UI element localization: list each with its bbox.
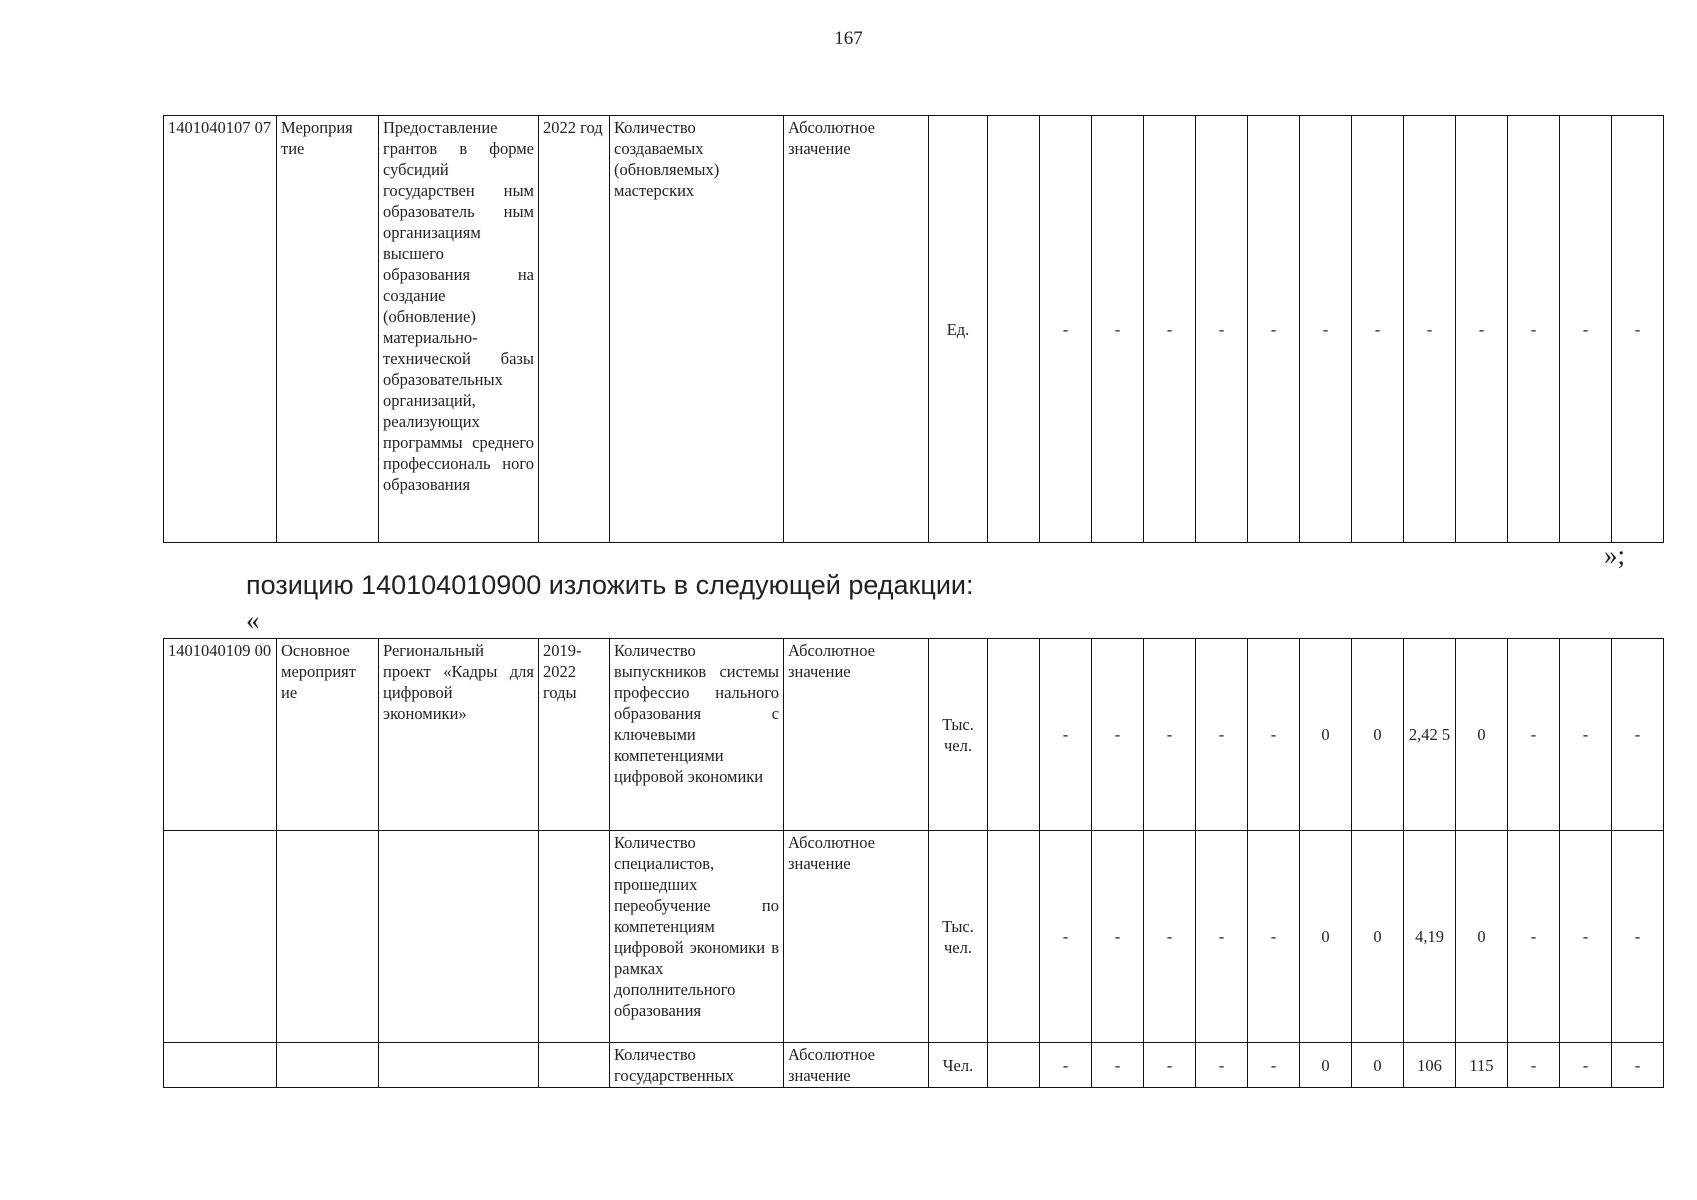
value-cell: -: [1560, 116, 1612, 543]
measure-type-cell: Абсолютное значение: [784, 639, 929, 831]
type-cell: Мероприя тие: [277, 116, 379, 543]
unit-cell: Чел.: [929, 1043, 988, 1088]
value-cell: -: [1092, 116, 1144, 543]
value-cell: 0: [1456, 639, 1508, 831]
code-cell: 1401040109 00: [164, 639, 277, 831]
empty-cell: [379, 831, 539, 1043]
value-cell: -: [1612, 831, 1664, 1043]
value-cell: -: [1040, 1043, 1092, 1088]
value-cell: -: [1196, 116, 1248, 543]
value-cell: 0: [1352, 1043, 1404, 1088]
period-cell: 2022 год: [539, 116, 610, 543]
value-cell: -: [1560, 639, 1612, 831]
value-cell: -: [1196, 639, 1248, 831]
period-cell: 2019-2022 годы: [539, 639, 610, 831]
value-cell: -: [1248, 639, 1300, 831]
table-position-140104010900: [163, 638, 1664, 1088]
value-cell: -: [1144, 1043, 1196, 1088]
value-cell: -: [1560, 1043, 1612, 1088]
value-cell: [988, 639, 1040, 831]
value-cell: 0: [1456, 831, 1508, 1043]
empty-cell: [539, 831, 610, 1043]
empty-cell: [164, 831, 277, 1043]
value-cell: -: [1352, 116, 1404, 543]
table-row: [164, 639, 1664, 831]
instruction-text: позицию 140104010900 изложить в следующей редакции:: [246, 570, 974, 600]
unit-cell: Тыс. чел.: [929, 831, 988, 1043]
value-cell: 0: [1300, 831, 1352, 1043]
value-cell: -: [1144, 116, 1196, 543]
value-cell: -: [1144, 639, 1196, 831]
value-cell: -: [1092, 639, 1144, 831]
type-cell: Основное мероприят ие: [277, 639, 379, 831]
value-cell: -: [1508, 1043, 1560, 1088]
value-cell: -: [1248, 116, 1300, 543]
value-cell: 0: [1352, 831, 1404, 1043]
indicator-cell: Количество государственных: [610, 1043, 784, 1088]
value-cell: 2,42 5: [1404, 639, 1456, 831]
empty-cell: [277, 1043, 379, 1088]
value-cell: -: [1612, 1043, 1664, 1088]
empty-cell: [379, 1043, 539, 1088]
value-cell: -: [1508, 831, 1560, 1043]
value-cell: -: [1508, 116, 1560, 543]
name-cell: Региональный проект «Кадры для цифровой экономики»: [379, 639, 539, 831]
value-cell: 0: [1352, 639, 1404, 831]
indicator-cell: Количество выпускников системы профессио нального образования с ключевыми компетенциями цифровой экономики: [610, 639, 784, 831]
empty-cell: [164, 1043, 277, 1088]
value-cell: -: [1144, 831, 1196, 1043]
value-cell: -: [1196, 831, 1248, 1043]
table-row: [164, 116, 1664, 543]
unit-cell: Ед.: [929, 116, 988, 543]
closing-quote: »;: [1604, 540, 1626, 570]
opening-quote: «: [246, 605, 260, 635]
table-row: [164, 831, 1664, 1043]
value-cell: -: [1092, 1043, 1144, 1088]
value-cell: -: [1248, 1043, 1300, 1088]
value-cell: -: [1092, 831, 1144, 1043]
unit-cell: Тыс. чел.: [929, 639, 988, 831]
value-cell: -: [1612, 639, 1664, 831]
indicator-cell: Количество специалистов, прошедших переобучение по компетенциям цифровой экономики в рамках дополнительного образования: [610, 831, 784, 1043]
value-cell: -: [1248, 831, 1300, 1043]
indicator-cell: Количество создаваемых (обновляемых) мастерских: [610, 116, 784, 543]
empty-cell: [277, 831, 379, 1043]
name-cell: Предоставление грантов в форме субсидий государствен ным образователь ным организациям высшего образования на создание (обновление) материально- технической базы образовательных организаций, реализующих программы среднего профессиональ ного образования: [379, 116, 539, 543]
value-cell: 106: [1404, 1043, 1456, 1088]
value-cell: -: [1300, 116, 1352, 543]
table-row: [164, 1043, 1664, 1088]
empty-cell: [539, 1043, 610, 1088]
value-cell: [988, 1043, 1040, 1088]
value-cell: 115: [1456, 1043, 1508, 1088]
value-cell: -: [1508, 639, 1560, 831]
measure-type-cell: Абсолютное значение: [784, 1043, 929, 1088]
value-cell: -: [1040, 639, 1092, 831]
measure-type-cell: Абсолютное значение: [784, 116, 929, 543]
value-cell: 0: [1300, 639, 1352, 831]
value-cell: -: [1040, 116, 1092, 543]
value-cell: -: [1456, 116, 1508, 543]
value-cell: -: [1040, 831, 1092, 1043]
value-cell: -: [1612, 116, 1664, 543]
value-cell: -: [1560, 831, 1612, 1043]
measure-type-cell: Абсолютное значение: [784, 831, 929, 1043]
table-position-140104010707: [163, 115, 1664, 543]
page-number: 167: [834, 28, 863, 49]
value-cell: [988, 831, 1040, 1043]
value-cell: [988, 116, 1040, 543]
value-cell: -: [1196, 1043, 1248, 1088]
value-cell: 4,19: [1404, 831, 1456, 1043]
code-cell: 1401040107 07: [164, 116, 277, 543]
value-cell: 0: [1300, 1043, 1352, 1088]
value-cell: -: [1404, 116, 1456, 543]
